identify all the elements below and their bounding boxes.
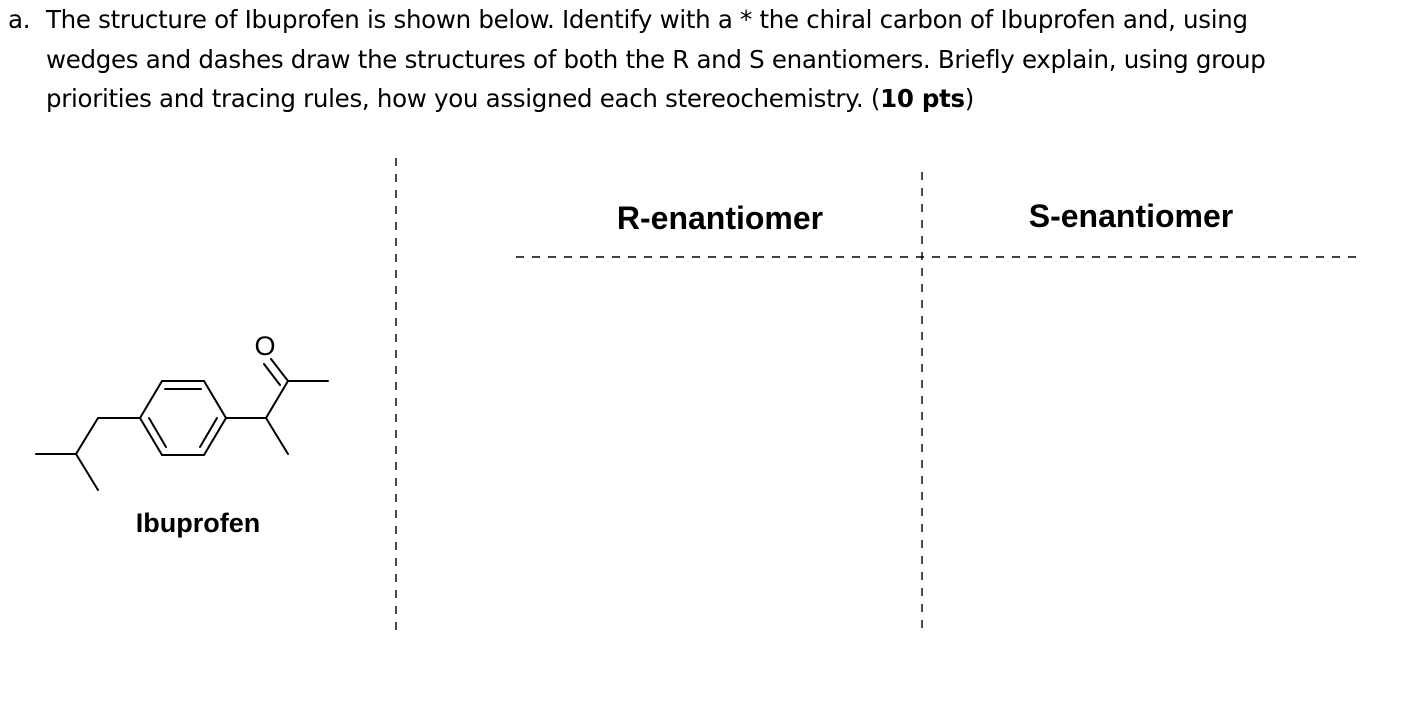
bond [266,381,288,418]
question-line-3-close: ) [964,84,975,113]
aromatic-bond [149,418,166,447]
points-value: 10 pts [880,84,965,113]
oxygen-atom: O [254,331,276,361]
molecule-name: Ibuprofen [135,508,261,538]
bond [266,418,288,454]
question-line-1: The structure of Ibuprofen is shown below. Identify with a * the chiral carbon of Ibuprofen and, using [46,5,1248,34]
bond [76,418,98,454]
bond [76,454,98,490]
question-line-3-text: priorities and tracing rules, how you assigned each stereochemistry. ( [46,84,881,113]
s-enantiomer-header: S-enantiomer [1028,198,1234,234]
question-marker: a. [8,5,31,34]
r-enantiomer-header: R-enantiomer [616,200,824,236]
benzene-ring [140,381,226,455]
aromatic-bond [200,418,217,447]
question-line-2: wedges and dashes draw the structures of both the R and S enantiomers. Briefly explain, using group [46,44,1266,74]
